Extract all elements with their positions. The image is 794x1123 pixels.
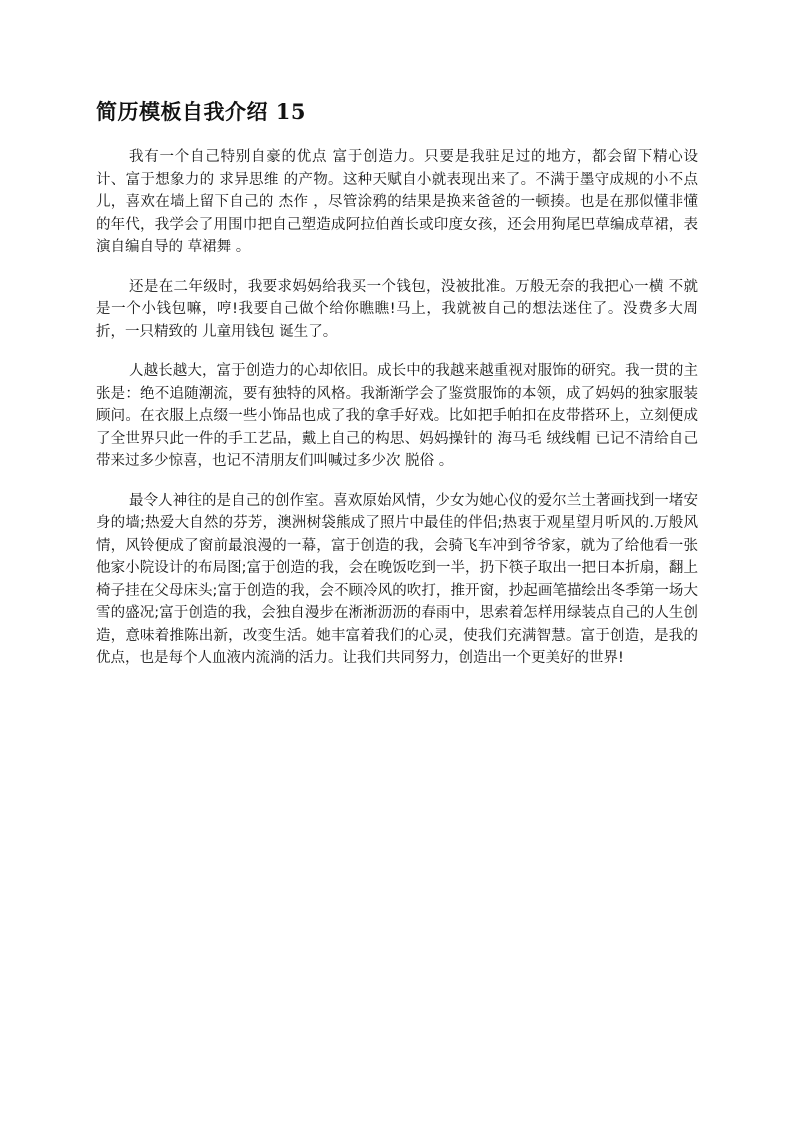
paragraph-3: 人越长越大，富于创造力的心却依旧。成长中的我越来越重视对服饰的研究。我一贯的主张是：绝不追随潮流，要有独特的风格。我渐渐学会了鉴赏服饰的本领，成了妈妈的独家服装顾问。在衣服上点缀一些小饰品也成了我的拿手好戏。比如把手帕扣在皮带搭环上，立刻便成了全世界只此一件的手工艺品，戴上自己的构思、妈妈操针的 海马毛 绒线帽 已记不清给自己带来过多少惊喜，也记不清朋友们叫喊过多少次 脱俗 。 (96, 363, 698, 469)
paragraph-1: 我有一个自己特别自豪的优点 富于创造力。只要是我驻足过的地方，都会留下精心设计、富于想象力的 求异思维 的产物。这种天赋自小就表现出来了。不满于墨守成规的小不点儿，喜欢在墙上留下自己的 杰作 ，尽管涂鸦的结果是换来爸爸的一顿揍。也是在那似懂非懂的年代，我学会了用围巾把自己塑造成阿拉伯酋长或印度女孩，还会用狗尾巴草编成草裙，表演自编自导的 草裙舞 。 (96, 149, 698, 255)
document-title: 简历模板自我介绍 15 (96, 99, 307, 124)
paragraph-2: 还是在二年级时，我要求妈妈给我买一个钱包，没被批准。万般无奈的我把心一横 不就是一个小钱包嘛，哼!我要自己做个给你瞧瞧!马上，我就被自己的想法迷住了。没费多大周折，一只精致的 儿童用钱包 诞生了。 (96, 278, 698, 340)
document-body (96, 146, 698, 687)
paragraph-4: 最令人神往的是自己的创作室。喜欢原始风情，少女为她心仪的爱尔兰土著画找到一堵安身的墙;热爱大自然的芬芳，澳洲树袋熊成了照片中最佳的伴侣;热衷于观星望月听风的.万般风情，风铃便成了窗前最浪漫的一幕，富于创造的我，会骑飞车冲到爷爷家，就为了给他看一张他家小院设计的布局图;富于创造的我，会在晚饭吃到一半，扔下筷子取出一把日本折扇，翻上椅子挂在父母床头;富于创造的我，会不顾冷风的吹打，推开窗，抄起画笔描绘出冬季第一场大雪的盛况;富于创造的我，会独自漫步在淅淅沥沥的春雨中，思索着怎样用绿装点自己的人生创造，意味着推陈出新，改变生活。她丰富着我们的心灵，使我们充满智慧。富于创造，是我的优点，也是每个人血液内流淌的活力。让我们共同努力，创造出一个更美好的世界! (96, 492, 698, 666)
